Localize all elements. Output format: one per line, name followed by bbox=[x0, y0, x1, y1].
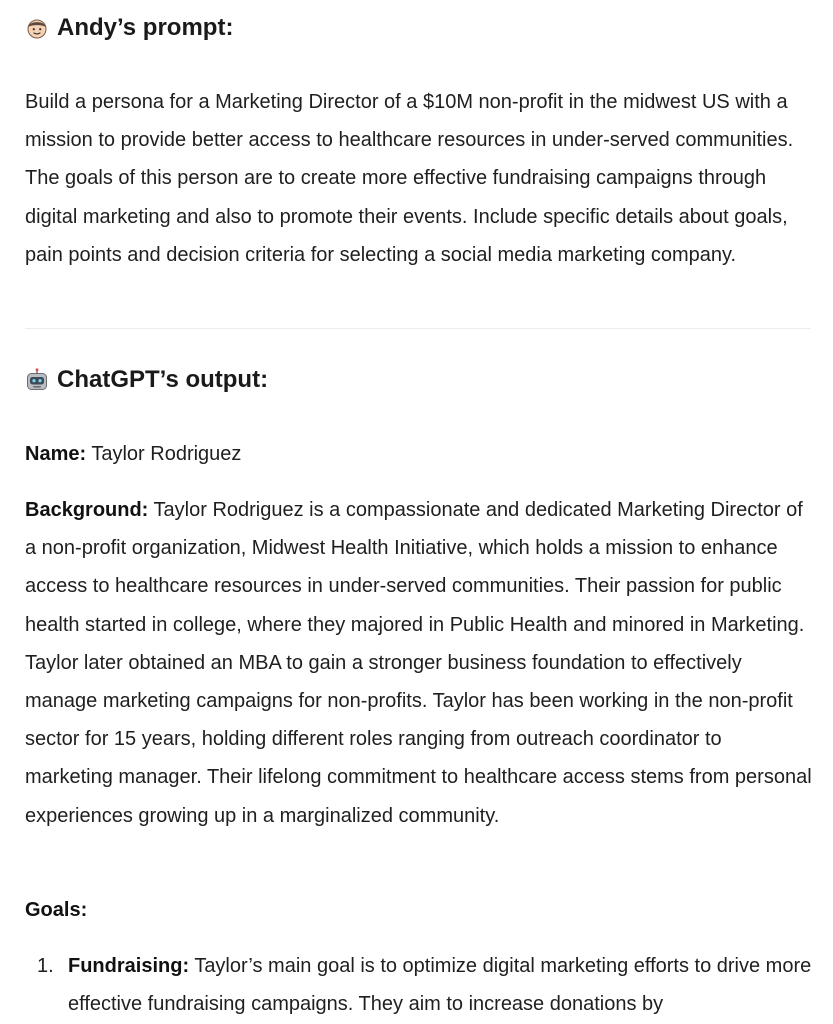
background-paragraph bbox=[25, 491, 815, 835]
background-label: Background: bbox=[25, 499, 149, 521]
section-divider bbox=[25, 328, 811, 329]
goal-text: Taylor’s main goal is to optimize digital marketing efforts to drive more effective fundraising campaigns. They aim to increase donations by bbox=[68, 955, 812, 1016]
goals-label: Goals: bbox=[25, 899, 88, 921]
robot-face-icon bbox=[25, 368, 49, 392]
persona-name-line bbox=[25, 435, 815, 473]
goal-title: Fundraising: bbox=[68, 955, 190, 977]
output-heading bbox=[25, 366, 268, 394]
list-item bbox=[37, 947, 817, 1023]
person-face-icon bbox=[25, 16, 49, 40]
list-item-number: 1. bbox=[37, 955, 54, 977]
goals-heading bbox=[25, 891, 815, 929]
prompt-heading-text: Andy’s prompt: bbox=[57, 14, 234, 41]
name-label: Name: bbox=[25, 443, 87, 465]
background-text: Taylor Rodriguez is a compassionate and dedicated Marketing Director of a non-profit organization, Midwest Health Initiative, which holds a mission to enhance access to healthcare resources in under-served communities. Their passion for public health started in college, where they majored in Public Health and minored in Marketing. Taylor later obtained an MBA to gain a stronger business foundation to effectively manage marketing campaigns for non-profits. Taylor has been working in the non-profit sector for 15 years, holding different roles ranging from outreach coordinator to marketing manager. Their lifelong commitment to healthcare access stems from personal experiences growing up in a marginalized community. bbox=[25, 499, 812, 827]
output-heading-text: ChatGPT’s output: bbox=[57, 366, 269, 393]
prompt-body-text: Build a persona for a Marketing Director of a $10M non-profit in the midwest US with a mission to provide better access to healthcare resources in under-served communities. The goals of this person are to create more effective fundraising campaigns through digital marketing and also to promote their events. Include specific details about goals, pain points and decision criteria for selecting a social media marketing company. bbox=[25, 91, 794, 266]
name-value: Taylor Rodriguez bbox=[91, 443, 242, 465]
goals-list bbox=[37, 947, 817, 1023]
prompt-heading bbox=[25, 14, 233, 42]
list-item-body bbox=[68, 947, 817, 1023]
